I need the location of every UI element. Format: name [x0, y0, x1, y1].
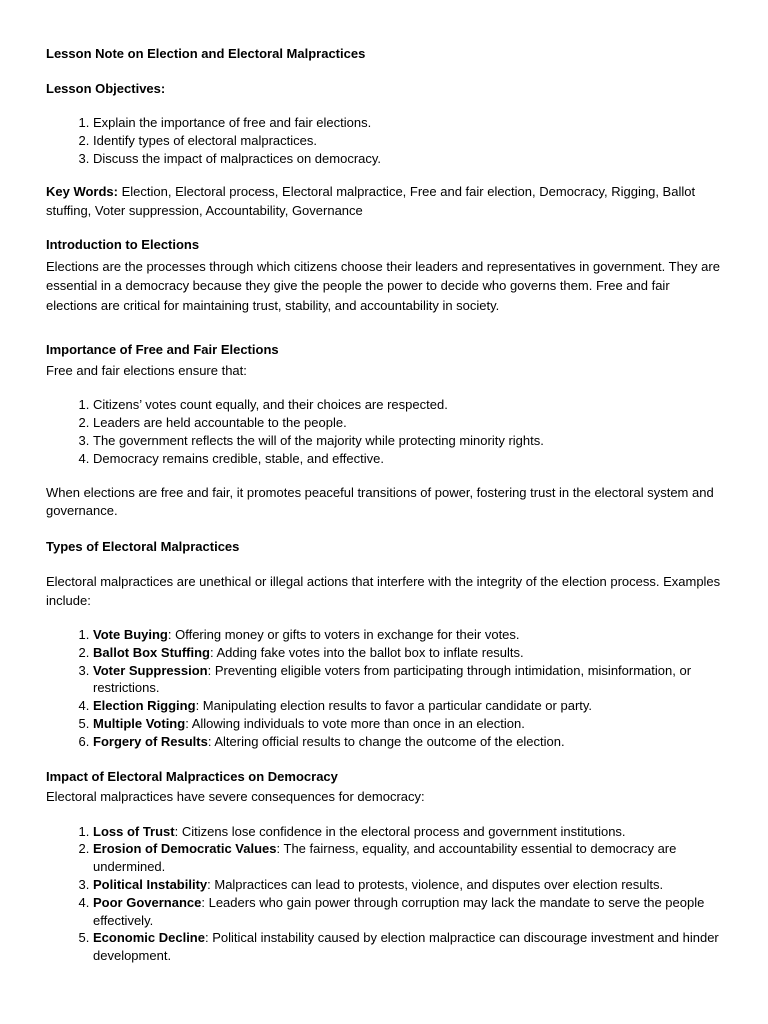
list-item: [93, 733, 722, 751]
term: Economic Decline: [93, 930, 205, 946]
importance-closing: When elections are free and fair, it promotes peaceful transitions of power, fostering trust in the electoral system and governance.: [46, 484, 714, 519]
description: : Preventing eligible voters from participating through intimidation, misinformation, or restrictions.: [93, 662, 692, 696]
types-heading: Types of Electoral Malpractices: [46, 538, 240, 554]
list-item: [93, 697, 722, 715]
description: : Allowing individuals to vote more than once in an election.: [185, 716, 525, 732]
objectives-list: [46, 114, 722, 167]
objectives-heading: Lesson Objectives:: [46, 80, 166, 96]
term: Election Rigging: [93, 698, 196, 714]
list-item: [93, 823, 722, 841]
list-item: 4. Democracy remains credible, stable, and effective.: [93, 450, 722, 468]
list-item: 3. The government reflects the will of the majority while protecting minority rights.: [93, 432, 722, 450]
description: : Political instability caused by election malpractice can discourage investment and hinder development.: [93, 930, 719, 964]
description: : Malpractices can lead to protests, violence, and disputes over election results.: [207, 877, 664, 893]
impact-heading: Impact of Electoral Malpractices on Democracy: [46, 768, 338, 784]
list-item: [93, 876, 722, 894]
impact-list: [46, 823, 722, 965]
list-item: 2. Leaders are held accountable to the people.: [93, 414, 722, 432]
keywords-paragraph: [46, 183, 722, 220]
intro-paragraph: Elections are the processes through which citizens choose their leaders and representatives in government. They are essential in a democracy because they give the people the power to decide who governs them. Free and fair elections are critical for maintaining trust, stability, and accountability in society.: [46, 258, 720, 313]
keywords-label: Key Words:: [46, 184, 118, 200]
description: : Manipulating election results to favor a particular candidate or party.: [195, 698, 593, 714]
description: : The fairness, equality, and accountability essential to democracy are undermined.: [93, 841, 677, 875]
list-item: [93, 840, 722, 876]
description: : Adding fake votes into the ballot box to inflate results.: [210, 644, 524, 660]
term: Vote Buying: [93, 627, 168, 643]
term: Voter Suppression: [93, 662, 208, 678]
document-title: Lesson Note on Election and Electoral Malpractices: [46, 46, 366, 61]
term: Multiple Voting: [93, 716, 186, 732]
keywords-text: Election, Electoral process, Electoral malpractice, Free and fair election, Democracy, Rigging, Ballot stuffing, Voter suppression, Accountability, Governance: [46, 184, 696, 218]
list-item: [93, 715, 722, 733]
importance-list: [46, 396, 722, 467]
term: Poor Governance: [93, 894, 202, 910]
list-item: 2. Identify types of electoral malpractices.: [93, 132, 722, 150]
importance-heading: Importance of Free and Fair Elections: [46, 342, 279, 358]
term: Loss of Trust: [93, 823, 175, 839]
term: Political Instability: [93, 877, 208, 893]
list-item: 3. Discuss the impact of malpractices on democracy.: [93, 150, 722, 168]
list-item: [93, 894, 722, 930]
list-item: [93, 662, 722, 698]
term: Forgery of Results: [93, 733, 208, 749]
list-item: 1. Explain the importance of free and fair elections.: [93, 114, 722, 132]
description: : Citizens lose confidence in the electoral process and government institutions.: [174, 823, 626, 839]
description: : Leaders who gain power through corruption may lack the mandate to serve the people effectively.: [93, 894, 705, 928]
types-list: [46, 626, 722, 751]
list-item: [93, 626, 722, 644]
description: : Offering money or gifts to voters in exchange for their votes.: [167, 627, 520, 643]
list-item: [93, 644, 722, 662]
intro-heading: Introduction to Elections: [46, 237, 200, 253]
impact-lead: Electoral malpractices have severe consequences for democracy:: [46, 789, 425, 805]
list-item: 1. Citizens’ votes count equally, and their choices are respected.: [93, 396, 722, 414]
importance-lead: Free and fair elections ensure that:: [46, 362, 247, 378]
description: : Altering official results to change the outcome of the election.: [207, 733, 565, 749]
types-lead: Electoral malpractices are unethical or illegal actions that interfere with the integrity of the election process. Examples include:: [46, 574, 721, 608]
list-item: [93, 929, 722, 965]
term: Erosion of Democratic Values: [93, 841, 277, 857]
term: Ballot Box Stuffing: [93, 644, 210, 660]
